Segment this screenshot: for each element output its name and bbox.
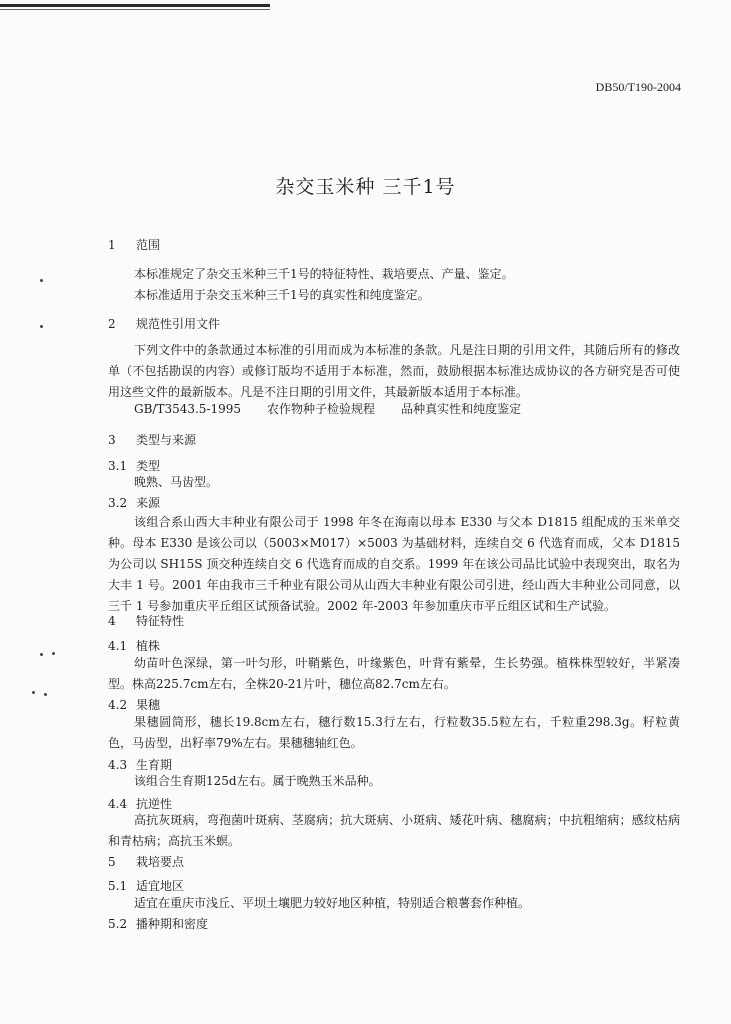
section-4-1-text: 幼苗叶色深绿，第一叶匀形，叶鞘紫色，叶缘紫色，叶背有紫晕，生长势强。植株株型较好，半紧凑型。株高225.7cm左右，全株20-21片叶，穗位高82.7cm左右。 — [108, 656, 680, 691]
scan-speck — [40, 325, 43, 328]
section-4-heading: 4 特征特性 — [108, 614, 185, 628]
section-4-4-text: 高抗灰斑病，弯孢菌叶斑病、茎腐病；抗大斑病、小斑病、矮花叶病、穗腐病；中抗粗缩病；感纹枯病和青枯病；高抗玉米螟。 — [108, 813, 680, 848]
scan-speck — [40, 653, 43, 656]
section-3-2-heading: 3.2 来源 — [108, 496, 161, 510]
reference-subtitle: 品种真实性和纯度鉴定 — [401, 402, 522, 416]
scan-speck — [40, 279, 43, 282]
section-5-1-heading: 5.1 适宜地区 — [108, 879, 185, 893]
normative-reference — [134, 400, 547, 417]
section-2-para-1: 下列文件中的条款通过本标准的引用而成为本标准的条款。凡是注日期的引用文件，其随后所有的修改单（不包括勘误的内容）或修订版均不适用于本标准，然而，鼓励根据本标准达成协议的各方研究是否可使用这些文件的最新版本。凡是不注日期的引用文件，其最新版本适用于本标准。 — [108, 343, 680, 399]
scan-speck — [32, 691, 35, 694]
scan-speck — [52, 652, 55, 655]
top-rule — [0, 4, 270, 7]
top-rule-thin — [0, 9, 270, 10]
section-4-3-text: 该组合生育期125d左右。属于晚熟玉米品种。 — [134, 774, 381, 788]
section-5-2-heading: 5.2 播种期和密度 — [108, 917, 209, 931]
section-4-3-heading: 4.3 生育期 — [108, 758, 173, 772]
section-5-heading: 5 栽培要点 — [108, 855, 185, 869]
section-1-para-2: 本标准适用于杂交玉米种三千1号的真实性和纯度鉴定。 — [134, 288, 430, 302]
section-3-1-heading: 3.1 类型 — [108, 459, 161, 473]
section-3-heading: 3 类型与来源 — [108, 433, 197, 447]
section-3-2-text: 该组合系山西大丰种业有限公司于 1998 年冬在海南以母本 E330 与父本 D1815 组配成的玉米单交种。母本 E330 是该公司以（5003×M017）×5003 为基础材料，连续自交 6 代选育而成，父本 D1815 为公司以 SH15S 顶交种连续自交 6 代选育而成的自交系。1999 年在该公司品比试验中表现突出，取名为大丰 1 号。2001 年由我市三千种业有限公司从山西大丰种业有限公司引进，经山西大丰种业公司同意，以三千 1 号参加重庆平丘组区试预备试验。2002 年-2003 年参加重庆市平丘组区试和生产试验。 — [108, 515, 680, 613]
section-3-1-text: 晚熟、马齿型。 — [134, 475, 219, 489]
section-4-2-text: 果穗圆筒形，穗长19.8cm左右，穗行数15.3行左右，行粒数35.5粒左右，千粒重298.3g。籽粒黄色，马齿型，出籽率79%左右。果穗穗轴红色。 — [108, 715, 680, 750]
section-1-heading: 1 范围 — [108, 238, 161, 252]
section-2-heading: 2 规范性引用文件 — [108, 317, 221, 331]
reference-title: 农作物种子检验规程 — [267, 402, 376, 416]
section-5-1-text: 适宜在重庆市浅丘、平坝土壤肥力较好地区种植，特别适合粮薯套作种植。 — [134, 896, 531, 910]
section-4-4-heading: 4.4 抗逆性 — [108, 797, 173, 811]
page-title: 杂交玉米种 三千1号 — [275, 176, 456, 198]
reference-code: GB/T3543.5-1995 — [134, 402, 242, 416]
scan-speck — [44, 693, 47, 696]
section-4-1-heading: 4.1 植株 — [108, 639, 161, 653]
section-4-2-heading: 4.2 果穗 — [108, 698, 161, 712]
section-1-para-1: 本标准规定了杂交玉米种三千1号的特征特性、栽培要点、产量、鉴定。 — [134, 267, 514, 281]
standard-code: DB50/T190-2004 — [595, 80, 681, 94]
